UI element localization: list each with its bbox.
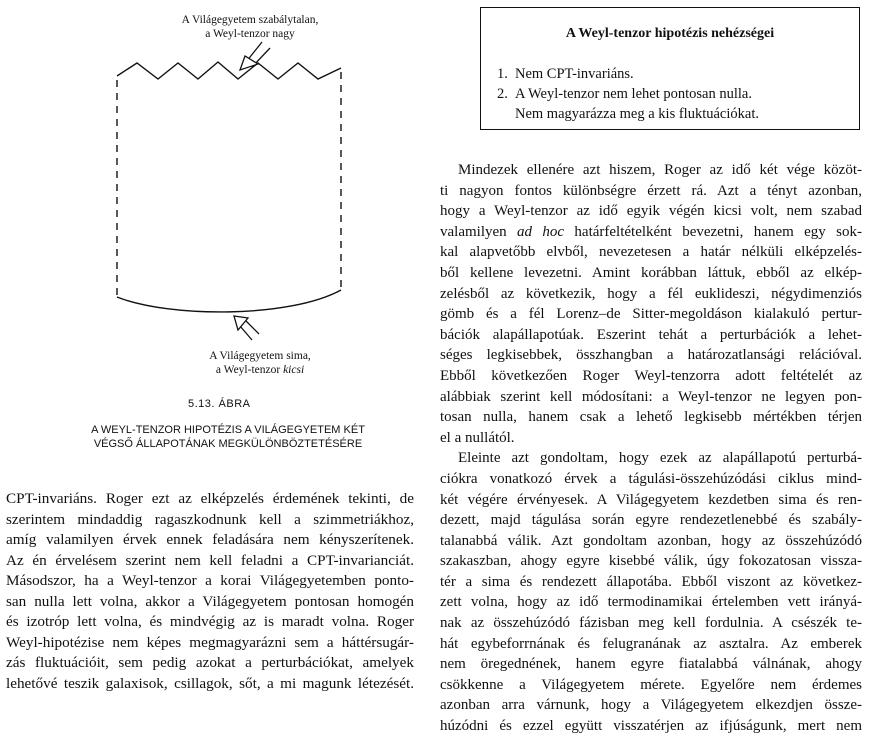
caption-line-2: VÉGSŐ ÁLLAPOTÁNAK MEGKÜLÖNBÖZTETÉSÉRE bbox=[93, 438, 363, 450]
top-label bbox=[160, 13, 340, 41]
paragraph-2-line: zett volna, hogy az idő termodinamikai értelemben vett irányá- bbox=[440, 594, 862, 611]
paragraph-1-line: Ebből következően Roger Weyl-tenzorra adott feltételét az bbox=[440, 367, 862, 384]
paragraph-1-line: valamilyen ad hoc határfeltételként bevezetni, hanem egy sok- bbox=[440, 223, 862, 240]
paragraph-1-line: kal alapvetőbb elvből, nevezetesen a határ nélküli elképzelés- bbox=[440, 244, 862, 261]
paragraph-2-line: Eleinte azt gondoltam, hogy ezek az alapállapotú perturbá- bbox=[458, 450, 862, 467]
box-item-1: 1. Nem CPT-invariáns. bbox=[497, 66, 634, 82]
left-column-line: szerintem mindaddig ragaszkodnunk kell a szimmetriákhoz, bbox=[6, 510, 414, 528]
bottom-label bbox=[185, 349, 335, 377]
left-column-line: amíg valamilyen érvek ennek feladására nem kényszerítenek. bbox=[6, 531, 414, 548]
paragraph-2-line: szakaszban, ahogy egyre kisebbé válik, úgy fokozatosan vissza- bbox=[440, 553, 862, 570]
top-label-line-1: A Világegyetem szabálytalan, bbox=[181, 14, 319, 26]
left-column-text bbox=[6, 489, 414, 694]
box-title: A Weyl-tenzor hipotézis nehézségei bbox=[565, 26, 775, 41]
paragraph-2-line: két végére érvényesek. A Világegyetem kezdetben sima és ren- bbox=[440, 491, 862, 508]
paragraph-2-line: nak az összehúzódó fázisban meg kell fordulnia. A csészék te- bbox=[440, 615, 862, 632]
paragraph-1-line: hogy a Weyl-tenzor az idő egyik végén kicsi volt, nem szabad bbox=[440, 203, 862, 220]
paragraph-2-line: nem öregednének, hanem egyre fiatalabbá válnának, ahogy bbox=[440, 656, 862, 673]
left-column-line: Másodszor, ha a Weyl-tenzor a korai Világegyetemben ponto- bbox=[6, 572, 414, 589]
caption-line-1: A WEYL-TENZOR HIPOTÉZIS A VILÁGEGYETEM KÉT bbox=[91, 424, 365, 436]
jagged-top-edge bbox=[117, 62, 341, 79]
paragraph-2-line: talanabbá válik. Azt gondoltam azonban, hogy az összehúzódó bbox=[440, 532, 862, 549]
left-column-line: zás fluktuációit, sem pedig azokat a perturbációkat, amelyek bbox=[6, 654, 414, 671]
paragraph-2-line: tér a sima és rendezett állapotába. Ebből viszont az következ- bbox=[440, 573, 862, 590]
left-column-line: Weyl-hipotézise nem képes megmagyarázni sem a háttérsugár- bbox=[6, 633, 414, 651]
paragraph-1-line: bációk alapállapotúak. Eszerint tehát a perturbációk a lehet- bbox=[440, 326, 862, 343]
box-item-2: 2. A Weyl-tenzor nem lehet pontosan nulla. bbox=[497, 86, 752, 102]
paragraph-1-line: séges legkisebbek, összhangban a határozatlansági relációval. bbox=[440, 347, 862, 364]
bottom-label-line-2: a Weyl-tenzor kicsi bbox=[215, 364, 305, 376]
paragraph-2-line: csökkenne a Világegyetem mérete. Egyelőre nem érdemes bbox=[440, 676, 862, 693]
paragraph-1-line: el a nullától. bbox=[440, 429, 515, 446]
paragraph-1-line: alábbiak szerint kell módosítani: a Weyl-tenzor ne legyen pon- bbox=[440, 388, 862, 405]
paragraph-2 bbox=[440, 448, 862, 736]
figure-number: 5.13. ÁBRA bbox=[188, 398, 251, 410]
left-column-line: CPT-invariáns. Roger ezt az elképzelés érdemének tekinti, de bbox=[6, 490, 414, 507]
left-column-line: lehetővé teszik galaxisok, csillagok, sőt, a mi magunk létezését. bbox=[6, 674, 414, 692]
bottom-arrow-icon bbox=[234, 316, 259, 340]
right-column-text bbox=[440, 160, 862, 737]
paragraph-2-line: hát egybeforrnának és felugranának az asztalra. Az emberek bbox=[440, 635, 862, 652]
top-label-line-2: a Weyl-tenzor nagy bbox=[205, 28, 295, 40]
paragraph-1-line: zelésből az következik, hogy a fél euklideszi, négydimenziós bbox=[440, 285, 862, 302]
paragraph-1-line: tosan nulla, hanem csak a lehető legkisebb mértékben térjen bbox=[440, 409, 862, 426]
paragraph-1-line: ti nagyon fontos különbségre érzett rá. Azt a tényt azonban, bbox=[440, 182, 862, 199]
paragraph-2-line: dezett, majd tágulása során egyre rendezetlenebbé és szabály- bbox=[440, 512, 862, 529]
figure-caption bbox=[58, 423, 398, 451]
left-column-line: Az én érvelésem szerint nem kell feladni a CPT-invarianciát. bbox=[6, 551, 414, 569]
paragraph-2-line: húzódni és ezzel együtt visszatérjen az ifjúságunk, mert nem bbox=[440, 718, 862, 735]
figure-5-13 bbox=[0, 0, 430, 470]
paragraph-1 bbox=[440, 160, 862, 448]
difficulties-box bbox=[480, 7, 860, 130]
paragraph-1-line: ből kellene levezetni. Amint korábban láttuk, ebből az elkép- bbox=[440, 264, 862, 281]
box-list bbox=[497, 64, 759, 124]
left-column-line: és izotróp lett volna, és mindvégig az is maradt volna. Roger bbox=[6, 613, 414, 630]
paragraph-2-line: ciókra vonatkozó érvek a tágulási-összehúzódási ciklus mind- bbox=[440, 470, 862, 487]
paragraph-2-line: azonban arra várnunk, hogy a Világegyetem elkezdjen össze- bbox=[440, 697, 862, 714]
paragraph-1-line: Mindezek ellenére azt hiszem, Roger az idő két vége közöt- bbox=[458, 162, 862, 178]
bottom-label-line-1: A Világegyetem sima, bbox=[209, 350, 311, 362]
smooth-bottom-edge bbox=[117, 290, 341, 312]
paragraph-1-line: gömb és a fél Lorenz–de Sitter-megoldáson kialakuló pertur- bbox=[440, 306, 862, 323]
left-column-line: san nulla lett volna, akkor a Világegyetem pontosan homogén bbox=[6, 592, 414, 610]
box-item-2-continued: Nem magyarázza meg a kis fluktuációkat. bbox=[515, 106, 759, 122]
